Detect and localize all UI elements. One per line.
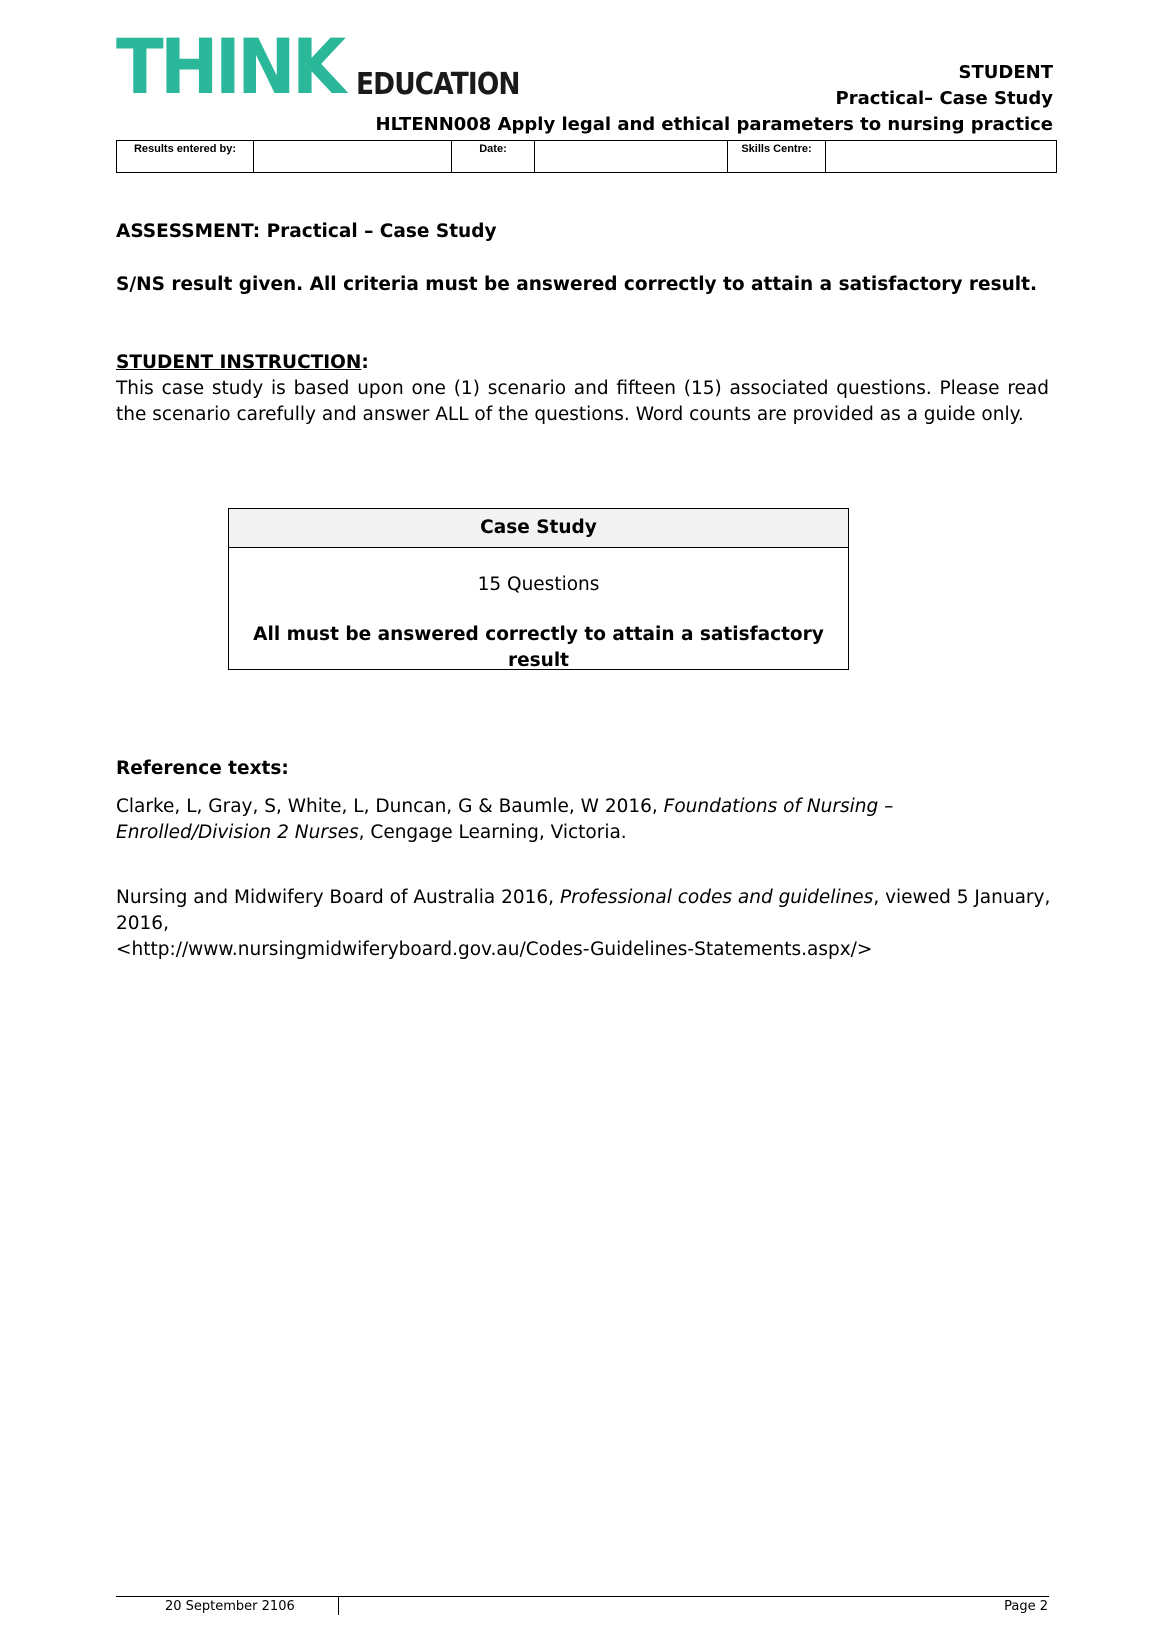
date-label: Date: (452, 141, 535, 173)
footer-page-number: Page 2 (1004, 1599, 1048, 1614)
results-entered-label: Results entered by: (117, 141, 254, 173)
reference-nmba (116, 885, 1076, 963)
header-practical: Practical– Case Study (835, 88, 1053, 109)
results-table (116, 140, 1057, 173)
sns-statement: S/NS result given. All criteria must be answered correctly to attain a satisfactory result. (116, 274, 1037, 295)
instruction-body: This case study is based upon one (1) scenario and fifteen (15) associated questions. Please read the scenario carefully and answer ALL of the questions. Word counts are provided as a guide only. (116, 378, 1049, 425)
instruction-heading-colon: : (361, 352, 369, 373)
footer-date: 20 September 2106 (165, 1599, 295, 1614)
reference-nmba-title: Professional codes and guidelines (559, 887, 874, 908)
assessment-title: ASSESSMENT: Practical – Case Study (116, 221, 497, 242)
document-header (376, 60, 1054, 138)
footer-divider (116, 1596, 1049, 1597)
case-study-requirement: All must be answered correctly to attain a satisfactory result (253, 624, 824, 671)
reference-nmba-author: Nursing and Midwifery Board of Australia 2016, (116, 887, 560, 908)
instruction-heading-text: STUDENT INSTRUCTION (116, 352, 362, 373)
footer-separator (338, 1597, 339, 1615)
reference-heading: Reference texts: (116, 758, 289, 779)
case-study-box (228, 508, 849, 670)
results-entered-field[interactable] (254, 141, 452, 173)
reference-clarke-title: Foundations of Nursing – Enrolled/Division 2 Nurses (116, 796, 894, 843)
skills-centre-label: Skills Centre: (728, 141, 826, 173)
instruction-heading (116, 350, 369, 376)
case-study-question-count: 15 Questions (477, 574, 600, 595)
case-study-box-title: Case Study (229, 509, 848, 548)
reference-clarke-authors: Clarke, L, Gray, S, White, L, Duncan, G & Baumle, W 2016, (116, 796, 664, 817)
header-student: STUDENT (958, 62, 1053, 83)
header-unit-title: HLTENN008 Apply legal and ethical parameters to nursing practice (375, 114, 1053, 135)
reference-clarke-publisher: , Cengage Learning, Victoria. (358, 822, 627, 843)
reference-nmba-viewed: , viewed 5 January, 2016, (116, 887, 1051, 934)
skills-centre-field[interactable] (826, 141, 1057, 173)
logo-think-text: THINK (116, 22, 343, 111)
reference-nmba-url[interactable]: <http://www.nursingmidwiferyboard.gov.au/Codes-Guidelines-Statements.aspx/> (116, 939, 873, 960)
reference-clarke (116, 794, 1049, 846)
logo-education-text: EDUCATION (356, 67, 520, 102)
date-field[interactable] (535, 141, 728, 173)
